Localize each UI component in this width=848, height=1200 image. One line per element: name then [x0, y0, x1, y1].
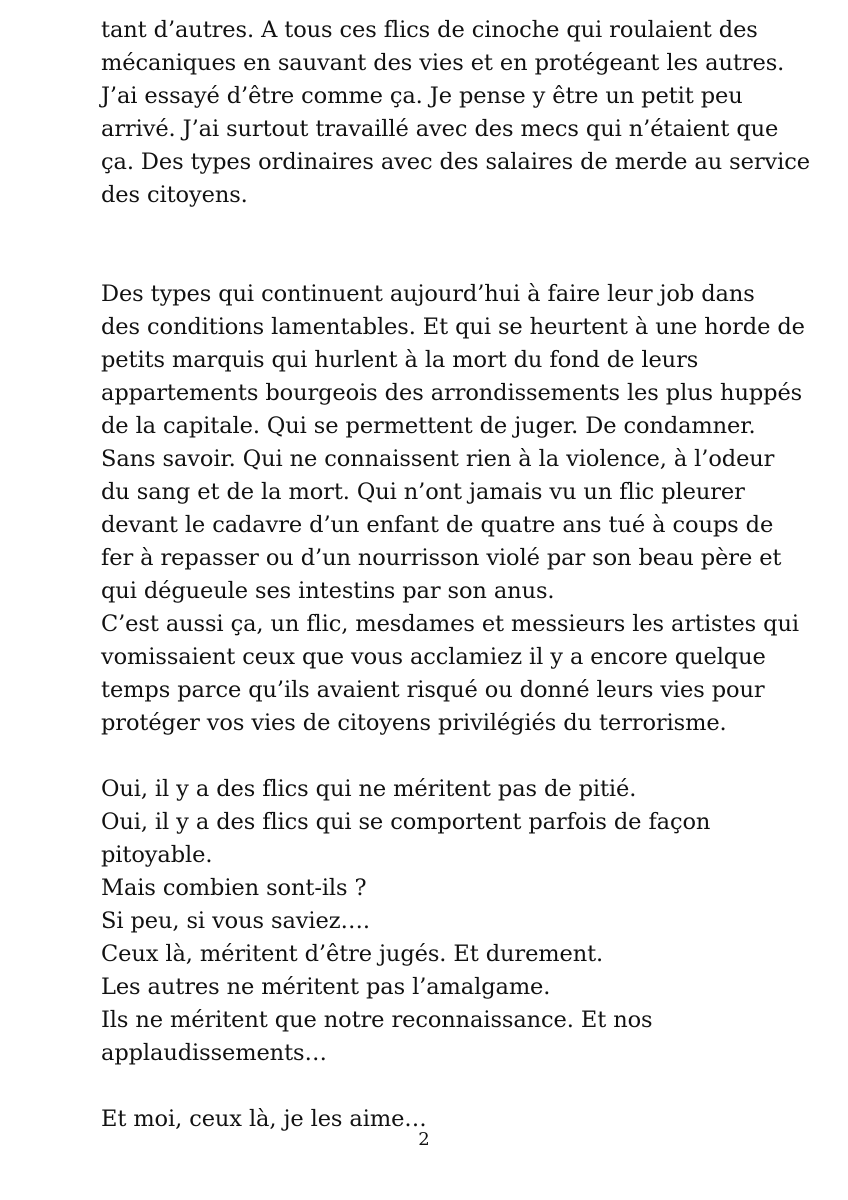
paragraph-spacer — [101, 1070, 801, 1103]
paragraph-3 — [101, 773, 801, 1070]
text-line: C’est aussi ça, un flic, mesdames et messieurs les artistes qui — [101, 611, 799, 637]
text-line: Mais combien sont-ils ? — [101, 875, 367, 901]
text-line: J’ai essayé d’être comme ça. Je pense y être un petit peu — [101, 83, 743, 109]
text-line: Oui, il y a des flics qui se comportent parfois de façon — [101, 809, 711, 835]
text-line: du sang et de la mort. Qui n’ont jamais vu un flic pleurer — [101, 479, 745, 505]
text-line: tant d’autres. A tous ces flics de cinoche qui roulaient des — [101, 17, 758, 43]
text-line: Ils ne méritent que notre reconnaissance. Et nos — [101, 1007, 653, 1033]
paragraph-spacer — [101, 740, 801, 773]
text-line: devant le cadavre d’un enfant de quatre ans tué à coups de — [101, 512, 774, 538]
text-line: applaudissements… — [101, 1040, 327, 1066]
page-number: 2 — [418, 1129, 430, 1150]
text-line: protéger vos vies de citoyens privilégiés du terrorisme. — [101, 710, 727, 736]
text-line: des citoyens. — [101, 182, 248, 208]
text-line: Et moi, ceux là, je les aime… — [101, 1106, 427, 1132]
paragraph-2 — [101, 278, 805, 740]
text-line: qui dégueule ses intestins par son anus. — [101, 578, 555, 604]
text-line: Des types qui continuent aujourd’hui à faire leur job dans — [101, 281, 755, 307]
text-line: Sans savoir. Qui ne connaissent rien à la violence, à l’odeur — [101, 446, 775, 472]
paragraph-1 — [101, 14, 810, 212]
text-line: temps parce qu’ils avaient risqué ou donné leurs vies pour — [101, 677, 765, 703]
text-line: mécaniques en sauvant des vies et en protégeant les autres. — [101, 50, 785, 76]
document-body — [101, 14, 810, 1136]
text-line: ça. Des types ordinaires avec des salaires de merde au service — [101, 149, 810, 175]
text-line: pitoyable. — [101, 842, 213, 868]
text-line: appartements bourgeois des arrondissements les plus huppés — [101, 380, 803, 406]
text-line: de la capitale. Qui se permettent de juger. De condamner. — [101, 413, 756, 439]
text-line: fer à repasser ou d’un nourrisson violé par son beau père et — [101, 545, 782, 571]
text-line: Si peu, si vous saviez…. — [101, 908, 370, 934]
text-line: petits marquis qui hurlent à la mort du fond de leurs — [101, 347, 699, 373]
text-line: des conditions lamentables. Et qui se heurtent à une horde de — [101, 314, 805, 340]
paragraph-spacer — [101, 212, 801, 278]
text-line: Les autres ne méritent pas l’amalgame. — [101, 974, 551, 1000]
text-line: vomissaient ceux que vous acclamiez il y a encore quelque — [101, 644, 766, 670]
text-line: arrivé. J’ai surtout travaillé avec des mecs qui n’étaient que — [101, 116, 779, 142]
text-line: Oui, il y a des flics qui ne méritent pas de pitié. — [101, 776, 637, 802]
text-line: Ceux là, méritent d’être jugés. Et durement. — [101, 941, 604, 967]
